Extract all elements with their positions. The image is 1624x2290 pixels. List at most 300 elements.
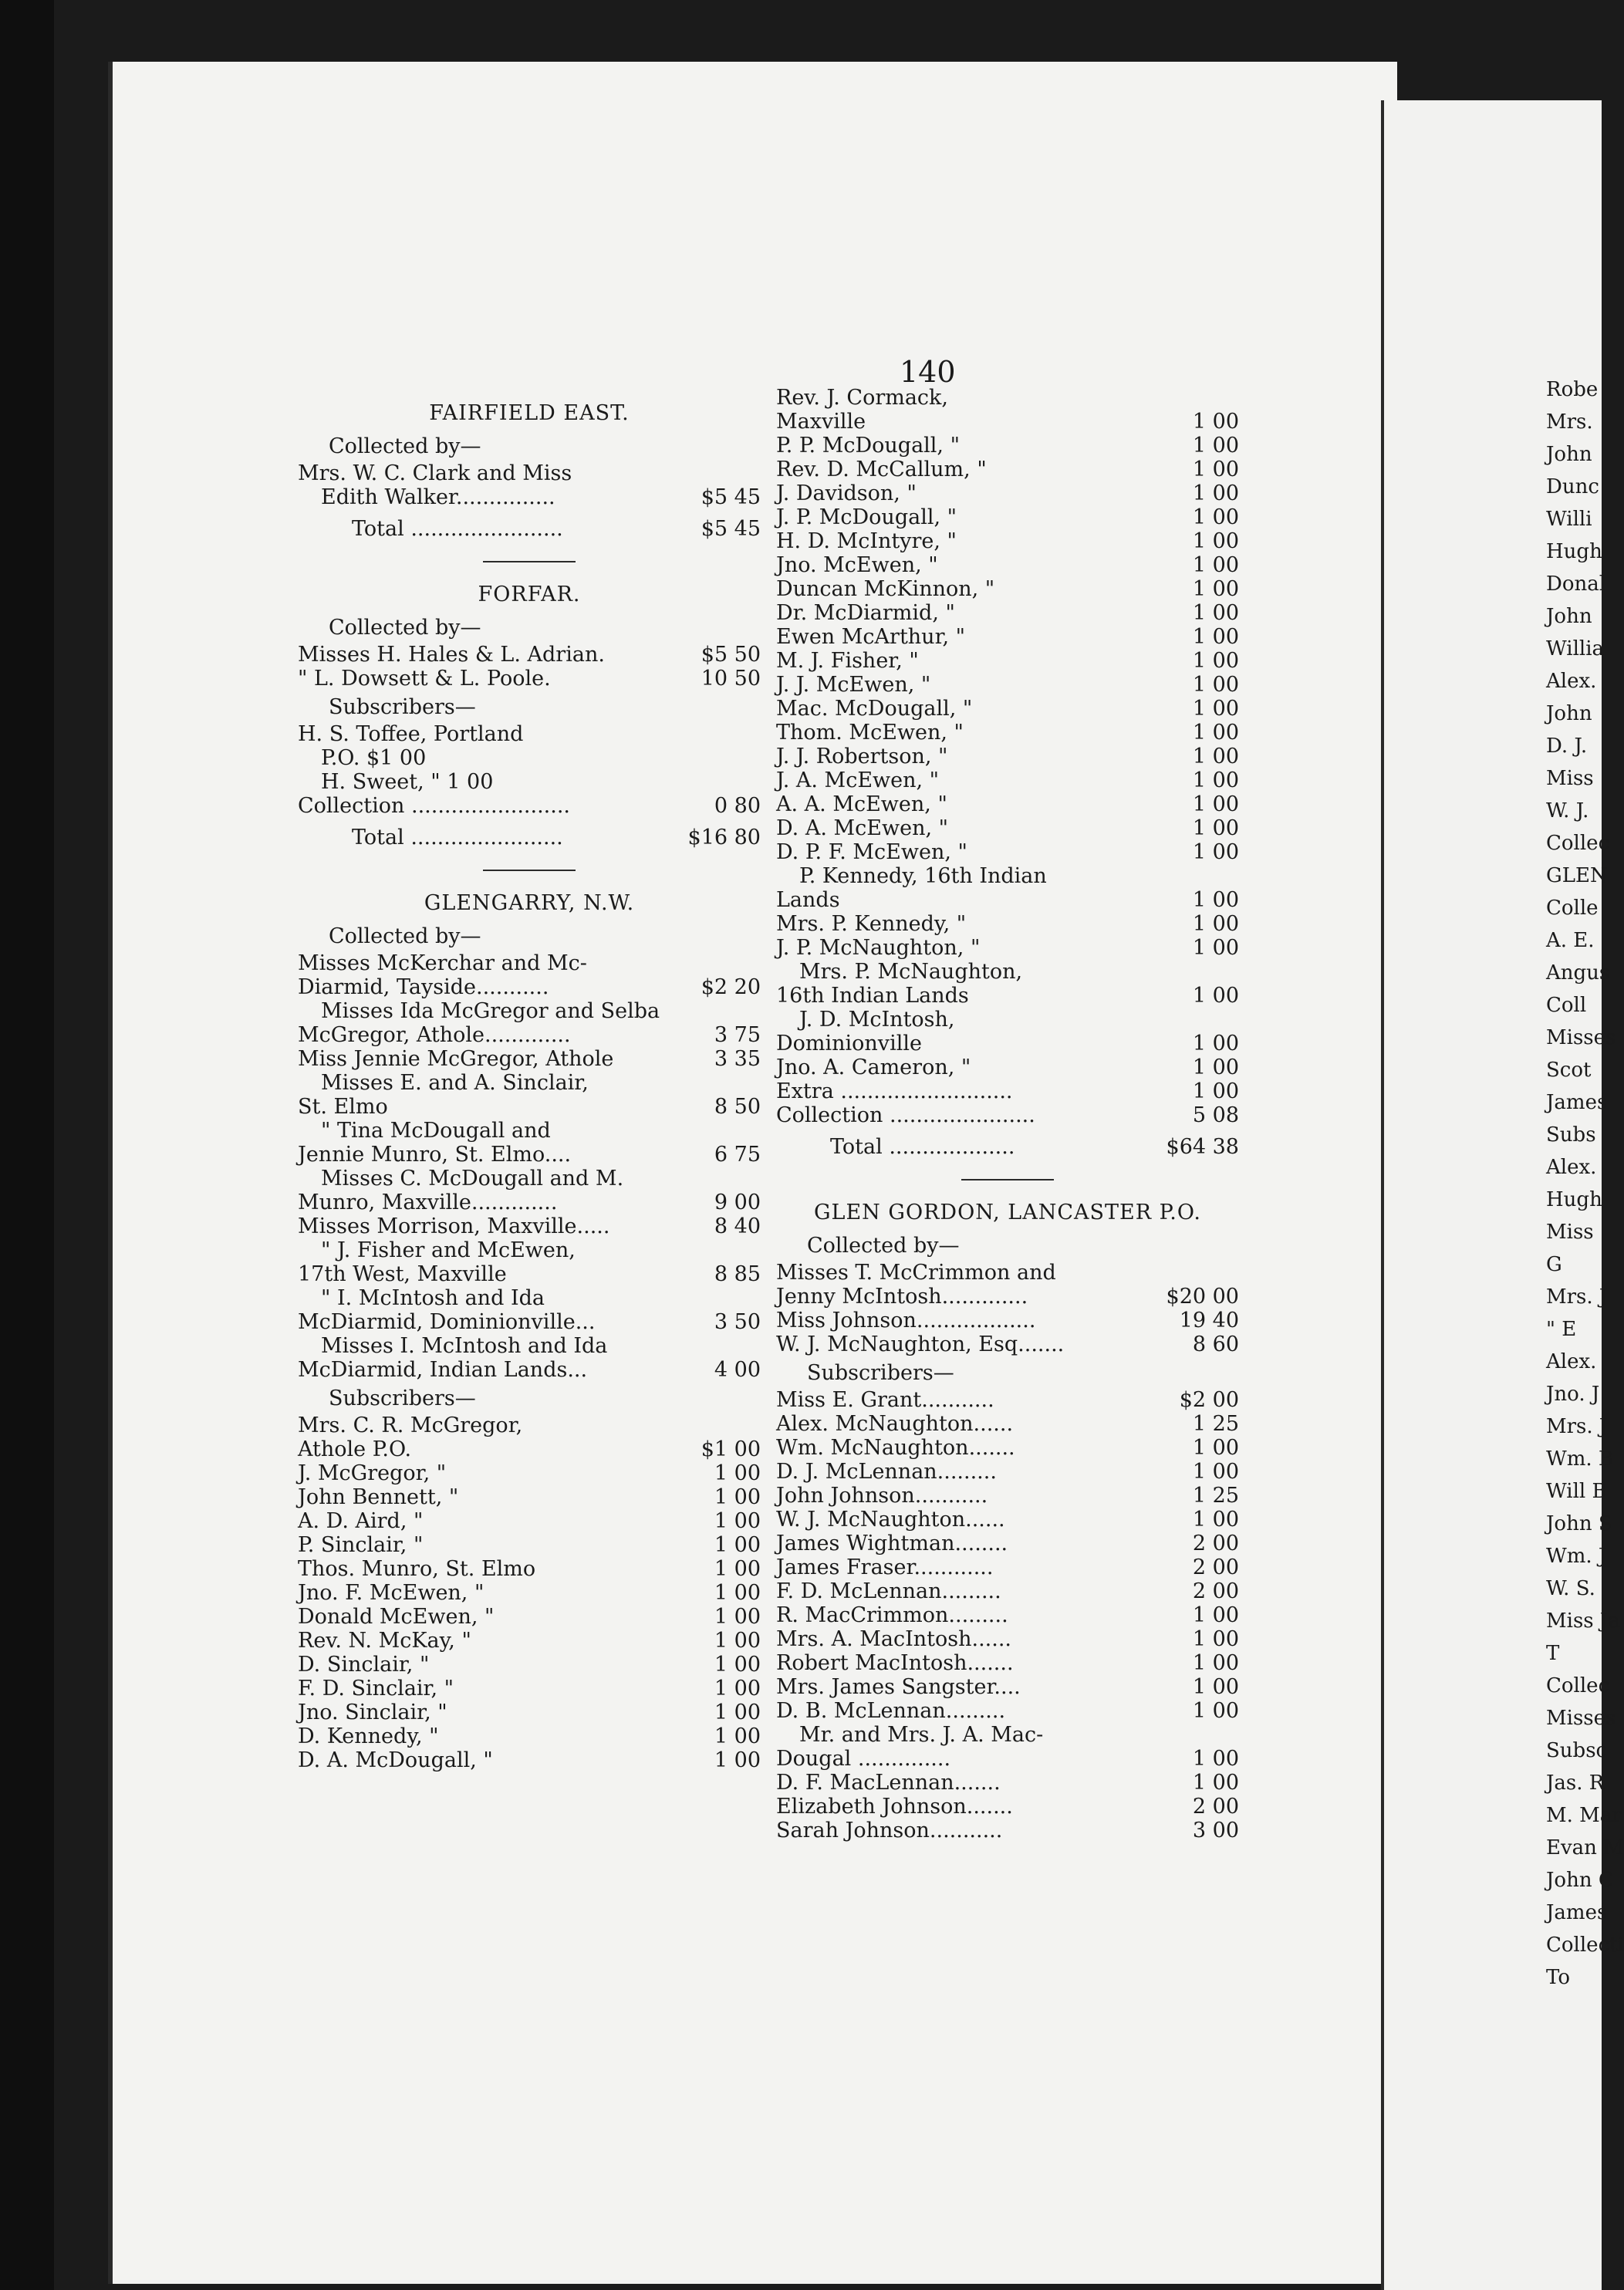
adjacent-page-text: Colle	[1546, 897, 1599, 920]
adjacent-page-text: John	[1546, 605, 1592, 628]
entry-amount: $20 00	[1166, 1285, 1239, 1309]
entry-name: W. J. McNaughton......	[776, 1508, 1005, 1532]
entry-amount	[691, 1238, 761, 1262]
entry-name: Robert MacIntosh.......	[776, 1651, 1014, 1675]
entry-amount: 1 00	[1192, 1079, 1239, 1103]
glengarry-collector-list	[298, 951, 761, 1382]
entry-row	[298, 1214, 761, 1238]
entry-name: Thom. McEwen, "	[776, 721, 964, 745]
entry-name: St. Elmo	[298, 1095, 388, 1119]
entry-amount: 1 00	[1192, 1603, 1239, 1627]
subscribers-label: Subscribers—	[329, 1386, 476, 1410]
entry-row	[776, 864, 1239, 888]
entry-name: Rev. N. McKay, "	[298, 1629, 471, 1653]
entry-name: M. J. Fisher, "	[776, 649, 919, 673]
entry-name: Elizabeth Johnson.......	[776, 1795, 1013, 1819]
entry-name: Mrs. A. MacIntosh......	[776, 1627, 1012, 1651]
adjacent-page-text: Alex.	[1546, 1156, 1597, 1179]
entry-row	[776, 1261, 1239, 1285]
entry-name: 16th Indian Lands	[776, 984, 969, 1008]
entry-name: D. P. F. McEwen, "	[776, 840, 967, 864]
entry-amount	[691, 1119, 761, 1143]
entry-row	[776, 649, 1239, 673]
entry-name: J. J. McEwen, "	[776, 673, 931, 697]
entry-row	[298, 1701, 761, 1724]
entry-name: Miss Johnson..................	[776, 1309, 1036, 1332]
entry-name: Jenny McIntosh.............	[776, 1285, 1028, 1309]
entry-name: 17th West, Maxville	[298, 1262, 507, 1286]
entry-name: Jno. F. McEwen, "	[298, 1581, 484, 1605]
entry-amount: 1 00	[1192, 984, 1239, 1008]
entry-row	[776, 1555, 1239, 1579]
forfar-subscriber-list	[298, 722, 761, 818]
entry-row	[298, 794, 761, 818]
entry-amount: 10 50	[701, 667, 761, 691]
adjacent-page-text: W. S.	[1546, 1577, 1595, 1600]
entry-name: " J. Fisher and McEwen,	[321, 1238, 576, 1262]
adjacent-page-text: John	[1546, 443, 1592, 466]
entry-name: McGregor, Athole.............	[298, 1023, 571, 1047]
entry-amount	[691, 1414, 761, 1437]
entry-amount: 1 00	[1192, 1771, 1239, 1795]
entry-row	[298, 1023, 761, 1047]
entry-name: D. A. McDougall, "	[298, 1748, 493, 1772]
entry-row	[298, 1581, 761, 1605]
total-row: Total ....................... $16 80	[352, 826, 761, 849]
entry-amount: 1 00	[714, 1461, 761, 1485]
total-row: Total ....................... $5 45	[352, 517, 761, 541]
entry-name: Collection ........................	[298, 794, 570, 818]
entry-amount: $2 00	[1179, 1388, 1239, 1412]
adjacent-page-text: Scot	[1546, 1059, 1592, 1082]
entry-name: J. D. McIntosh,	[799, 1008, 955, 1032]
entry-row	[776, 721, 1239, 745]
entry-name: W. J. McNaughton, Esq.......	[776, 1332, 1065, 1356]
entry-row	[298, 1677, 761, 1701]
entry-row	[776, 768, 1239, 792]
entry-name: P. Sinclair, "	[298, 1533, 424, 1557]
entry-amount: 1 00	[1192, 1436, 1239, 1460]
entry-amount	[691, 1167, 761, 1191]
entry-amount: 1 00	[1192, 745, 1239, 768]
adjacent-page-fragment	[1381, 100, 1624, 2290]
entry-amount: 1 00	[1192, 1627, 1239, 1651]
adjacent-page-text: GLEN	[1546, 864, 1608, 887]
adjacent-page-text: Willi	[1546, 508, 1592, 531]
adjacent-page-text: Miss Ja	[1546, 1609, 1620, 1633]
entry-amount: 1 00	[1192, 1651, 1239, 1675]
entry-name: Ewen McArthur, "	[776, 625, 966, 649]
adjacent-page-text: Wm. J	[1546, 1545, 1607, 1568]
entry-row	[298, 1605, 761, 1629]
entry-row	[776, 1436, 1239, 1460]
adjacent-page-text: Collecti	[1546, 1934, 1624, 1957]
entry-amount: 1 00	[1192, 1508, 1239, 1532]
adjacent-page-text: Subsc	[1546, 1739, 1608, 1762]
entry-name: A. D. Aird, "	[298, 1509, 424, 1533]
entry-row	[776, 481, 1239, 505]
entry-amount	[691, 770, 761, 794]
entry-row	[298, 1437, 761, 1461]
entry-amount: $5 50	[701, 643, 761, 667]
entry-name: D. J. McLennan.........	[776, 1460, 997, 1484]
adjacent-page-text: W. J.	[1546, 799, 1589, 822]
adjacent-page-text: Collec	[1546, 1674, 1610, 1697]
entry-name: Mac. McDougall, "	[776, 697, 973, 721]
entry-amount: 1 00	[1192, 410, 1239, 434]
entry-row	[776, 1103, 1239, 1127]
entry-name: Misses C. McDougall and M.	[321, 1167, 624, 1191]
entry-name: A. A. McEwen, "	[776, 792, 947, 816]
entry-amount	[691, 1334, 761, 1358]
entry-name: James Wightman........	[776, 1532, 1008, 1555]
entry-amount: 3 35	[714, 1047, 761, 1071]
entry-amount: 1 25	[1192, 1484, 1239, 1508]
entry-name: Miss Jennie McGregor, Athole	[298, 1047, 614, 1071]
entry-name: D. A. McEwen, "	[776, 816, 949, 840]
collected-by-label: Collected by—	[329, 434, 481, 458]
left-column	[298, 401, 761, 1772]
adjacent-page-text: Mrs. J	[1546, 1285, 1608, 1309]
entry-amount: $2 20	[701, 975, 761, 999]
entry-name: Jno. McEwen, "	[776, 553, 938, 577]
adjacent-page-text: Misses	[1546, 1026, 1616, 1049]
entry-name: Misses E. and A. Sinclair,	[321, 1071, 589, 1095]
entry-row	[776, 1285, 1239, 1309]
entry-row	[776, 1332, 1239, 1356]
entry-row	[776, 1032, 1239, 1055]
adjacent-page-text: Alex.	[1546, 670, 1597, 693]
entry-row	[776, 601, 1239, 625]
adjacent-page-text: Mrs.	[1546, 410, 1593, 434]
entry-name: Sarah Johnson...........	[776, 1819, 1003, 1842]
entry-amount: 1 00	[714, 1701, 761, 1724]
entry-amount: 1 00	[714, 1677, 761, 1701]
entry-row	[776, 1579, 1239, 1603]
entry-amount: 1 00	[1192, 505, 1239, 529]
entry-name: McDiarmid, Dominionville...	[298, 1310, 596, 1334]
entry-row	[776, 1675, 1239, 1699]
entry-row	[776, 1055, 1239, 1079]
subscribers-label: Subscribers—	[329, 695, 476, 719]
adjacent-page-text: Wm. B	[1546, 1447, 1614, 1471]
adjacent-page-text: Donal	[1546, 572, 1606, 596]
section-title-forfar: FORFAR.	[478, 583, 581, 606]
entry-row	[776, 936, 1239, 960]
adjacent-page-text: Miss	[1546, 767, 1594, 790]
entry-amount	[1170, 864, 1239, 888]
section-title-glengarry-nw: GLENGARRY, N.W.	[424, 891, 635, 915]
entry-amount: 1 00	[1192, 1675, 1239, 1699]
entry-row	[776, 577, 1239, 601]
entry-amount: 1 00	[1192, 936, 1239, 960]
entry-row	[298, 1414, 761, 1437]
entry-amount: 1 00	[1192, 553, 1239, 577]
entry-row	[298, 1533, 761, 1557]
adjacent-page-text: John	[1546, 702, 1592, 725]
adjacent-page-text: Evan M	[1546, 1836, 1624, 1859]
entry-name: D. Sinclair, "	[298, 1653, 430, 1677]
adjacent-page-text: G	[1546, 1253, 1562, 1276]
entry-name: Extra ..........................	[776, 1079, 1013, 1103]
entry-row	[776, 1484, 1239, 1508]
entry-name: James Fraser............	[776, 1555, 994, 1579]
entry-amount: 1 00	[714, 1653, 761, 1677]
entry-row	[776, 505, 1239, 529]
adjacent-page-text: Coll	[1546, 994, 1587, 1017]
entry-row	[298, 1653, 761, 1677]
entry-amount: 4 00	[714, 1358, 761, 1382]
entry-amount: 3 75	[714, 1023, 761, 1047]
entry-name: Dr. McDiarmid, "	[776, 601, 955, 625]
entry-amount: 1 00	[1192, 673, 1239, 697]
entry-row	[298, 746, 761, 770]
adjacent-page-text: D. J.	[1546, 735, 1588, 758]
entry-name: J. J. Robertson, "	[776, 745, 948, 768]
entry-row	[298, 975, 761, 999]
entry-row	[776, 553, 1239, 577]
adjacent-page-text: Dunc	[1546, 475, 1599, 498]
entry-name: Dominionville	[776, 1032, 922, 1055]
entry-name: Rev. J. Cormack,	[776, 386, 949, 410]
adjacent-page-text: John C	[1546, 1869, 1614, 1892]
section-title-glen-gordon: GLEN GORDON, LANCASTER P.O.	[813, 1201, 1202, 1224]
entry-row	[298, 951, 761, 975]
entry-name: Jennie Munro, St. Elmo....	[298, 1143, 572, 1167]
entry-row	[298, 1557, 761, 1581]
entry-amount: 1 00	[714, 1533, 761, 1557]
entry-row	[298, 1286, 761, 1310]
entry-row	[776, 745, 1239, 768]
entry-name: H. S. Toffee, Portland	[298, 722, 524, 746]
entry-row	[776, 1603, 1239, 1627]
entry-amount	[691, 1286, 761, 1310]
entry-amount: 1 00	[714, 1605, 761, 1629]
entry-name: Misses McKerchar and Mc-	[298, 951, 587, 975]
entry-name: Thos. Munro, St. Elmo	[298, 1557, 536, 1581]
entry-amount: 1 00	[1192, 601, 1239, 625]
entry-row	[298, 999, 761, 1023]
entry-amount: 1 00	[1192, 529, 1239, 553]
entry-name: McDiarmid, Indian Lands...	[298, 1358, 588, 1382]
entry-row	[776, 434, 1239, 458]
collected-by-label: Collected by—	[807, 1234, 960, 1258]
entry-row	[776, 1723, 1239, 1747]
entry-name: Miss E. Grant...........	[776, 1388, 994, 1412]
entry-name: Diarmid, Tayside...........	[298, 975, 549, 999]
adjacent-page-text: T	[1546, 1642, 1560, 1665]
entry-name: Misses Morrison, Maxville.....	[298, 1214, 610, 1238]
entry-amount: 1 00	[714, 1748, 761, 1772]
entry-row	[776, 960, 1239, 984]
page-number: 140	[900, 355, 956, 389]
entry-amount: 1 00	[1192, 458, 1239, 481]
entry-name: Mrs. James Sangster....	[776, 1675, 1021, 1699]
entry-amount: 1 00	[1192, 434, 1239, 458]
entry-amount	[1170, 1008, 1239, 1032]
entry-amount: 8 50	[714, 1095, 761, 1119]
entry-amount	[1170, 1261, 1239, 1285]
entry-name: Mrs. C. R. McGregor,	[298, 1414, 523, 1437]
subscribers-label: Subscribers—	[807, 1361, 954, 1385]
entry-name: Mrs. P. Kennedy, "	[776, 912, 967, 936]
adjacent-page-text: Robe	[1546, 378, 1599, 401]
entry-name: Mr. and Mrs. J. A. Mac-	[799, 1723, 1044, 1747]
entry-name: John Bennett, "	[298, 1485, 459, 1509]
entry-name: R. MacCrimmon.........	[776, 1603, 1008, 1627]
entry-name: P. Kennedy, 16th Indian	[799, 864, 1047, 888]
entry-amount: 3 00	[1192, 1819, 1239, 1842]
entry-name: P. P. McDougall, "	[776, 434, 961, 458]
adjacent-page-text: " E	[1546, 1318, 1577, 1341]
entry-amount	[691, 746, 761, 770]
entry-name: Alex. McNaughton......	[776, 1412, 1014, 1436]
section-divider	[483, 561, 576, 562]
adjacent-page-text: James	[1546, 1091, 1608, 1114]
entry-amount: 8 60	[1192, 1332, 1239, 1356]
adjacent-page-text: Angus	[1546, 961, 1610, 985]
entry-name: Maxville	[776, 410, 866, 434]
entry-amount: $1 00	[701, 1437, 761, 1461]
entry-amount: 1 00	[1192, 1032, 1239, 1055]
entry-amount: 1 25	[1192, 1412, 1239, 1436]
entry-row	[776, 1008, 1239, 1032]
entry-row	[298, 1629, 761, 1653]
entry-amount: 5 08	[1192, 1103, 1239, 1127]
adjacent-page-text: Miss	[1546, 1221, 1594, 1244]
entry-name: Collection ......................	[776, 1103, 1035, 1127]
entry-name: Misses T. McCrimmon and	[776, 1261, 1056, 1285]
entry-row	[298, 1191, 761, 1214]
entry-row	[298, 1095, 761, 1119]
entry-name: J. McGregor, "	[298, 1461, 447, 1485]
adjacent-page-text: Jno. J	[1546, 1383, 1600, 1406]
entry-name: F. D. Sinclair, "	[298, 1677, 454, 1701]
adjacent-page-text: Hugh	[1546, 540, 1602, 563]
entry-row	[776, 1795, 1239, 1819]
entry-row	[298, 1509, 761, 1533]
entry-row	[298, 1071, 761, 1095]
entry-row	[776, 1508, 1239, 1532]
entry-row	[298, 1461, 761, 1485]
entry-amount: 8 85	[714, 1262, 761, 1286]
entry-amount: 1 00	[1192, 1055, 1239, 1079]
adjacent-page-text: A. E.	[1546, 929, 1595, 952]
entry-amount: 1 00	[714, 1629, 761, 1653]
entry-name: J. Davidson, "	[776, 481, 917, 505]
collected-by-label: Collected by—	[329, 616, 481, 640]
entry-row	[298, 1724, 761, 1748]
entry-row	[298, 1119, 761, 1143]
entry-amount	[1170, 1723, 1239, 1747]
entry-name: J. P. McDougall, "	[776, 505, 957, 529]
entry-name: Rev. D. McCallum, "	[776, 458, 987, 481]
entry-amount: 1 00	[1192, 1747, 1239, 1771]
adjacent-page-text: John S	[1546, 1512, 1612, 1535]
entry-amount	[691, 1071, 761, 1095]
entry-name: John Johnson...........	[776, 1484, 988, 1508]
entry-name: J. A. McEwen, "	[776, 768, 940, 792]
entry-amount: 1 00	[714, 1509, 761, 1533]
entry-row	[776, 1699, 1239, 1723]
entry-name: Jno. A. Cameron, "	[776, 1055, 971, 1079]
entry-row	[776, 1309, 1239, 1332]
entry-row	[776, 1771, 1239, 1795]
section-divider	[961, 1179, 1054, 1180]
entry-row	[776, 1651, 1239, 1675]
glengarry-subscriber-list	[298, 1414, 761, 1772]
entry-amount: 1 00	[714, 1485, 761, 1509]
glen-gordon-subscriber-list	[776, 1388, 1239, 1842]
entry-row	[776, 816, 1239, 840]
entry-row	[776, 1819, 1239, 1842]
entry-name: " L. Dowsett & L. Poole.	[298, 667, 551, 691]
entry-amount: 1 00	[1192, 649, 1239, 673]
adjacent-page-text: Will B	[1546, 1480, 1607, 1503]
entry-amount: 8 40	[714, 1214, 761, 1238]
entry-amount: 1 00	[714, 1724, 761, 1748]
entry-name: " Tina McDougall and	[321, 1119, 551, 1143]
entry-name: Wm. McNaughton.......	[776, 1436, 1015, 1460]
entry-amount: 0 80	[714, 794, 761, 818]
entry-row	[776, 1747, 1239, 1771]
entry-amount: 1 00	[1192, 1699, 1239, 1723]
entry-row	[776, 1460, 1239, 1484]
section-title-fairfield-east: FAIRFIELD EAST.	[429, 401, 630, 425]
adjacent-page-text: Alex.	[1546, 1350, 1597, 1373]
entry-row	[776, 1412, 1239, 1436]
entry-name: H. Sweet, " 1 00	[321, 770, 494, 794]
entry-amount: 6 75	[714, 1143, 761, 1167]
entry-row	[776, 912, 1239, 936]
entry-name: Misses H. Hales & L. Adrian.	[298, 643, 605, 667]
entry-row	[298, 1485, 761, 1509]
entry-amount: 1 00	[1192, 816, 1239, 840]
entry-row	[298, 1748, 761, 1772]
entry-amount: 1 00	[1192, 481, 1239, 505]
section-divider	[483, 870, 576, 871]
entry-amount: 1 00	[1192, 912, 1239, 936]
adjacent-page-text: Hugh	[1546, 1188, 1602, 1211]
entry-name: Mrs. P. McNaughton,	[799, 960, 1023, 984]
entry-name: " I. McIntosh and Ida	[321, 1286, 545, 1310]
entry-name: D. Kennedy, "	[298, 1724, 439, 1748]
entry-amount: 1 00	[714, 1581, 761, 1605]
entry-name: Athole P.O.	[298, 1437, 412, 1461]
entry-name: D. F. MacLennan.......	[776, 1771, 1001, 1795]
entry-row	[298, 770, 761, 794]
entry-amount: 1 00	[1192, 1460, 1239, 1484]
entry-name: Duncan McKinnon, "	[776, 577, 995, 601]
entry-amount	[691, 722, 761, 746]
book-binding-edge	[0, 0, 54, 2290]
forfar-collector-list	[298, 643, 761, 691]
entry-row	[298, 1143, 761, 1167]
entry-amount: 1 00	[1192, 888, 1239, 912]
entry-row	[776, 529, 1239, 553]
entry-row	[776, 888, 1239, 912]
total-row: Total ................... $64 38	[830, 1135, 1239, 1159]
entry-row	[298, 1167, 761, 1191]
entry-row	[776, 458, 1239, 481]
entry-name: D. B. McLennan.........	[776, 1699, 1006, 1723]
entry-name: Donald McEwen, "	[298, 1605, 495, 1629]
entry-amount: 2 00	[1192, 1532, 1239, 1555]
entry-name: Jno. Sinclair, "	[298, 1701, 447, 1724]
entry-row	[298, 667, 761, 691]
entry-amount	[1170, 960, 1239, 984]
entry-row	[298, 722, 761, 746]
